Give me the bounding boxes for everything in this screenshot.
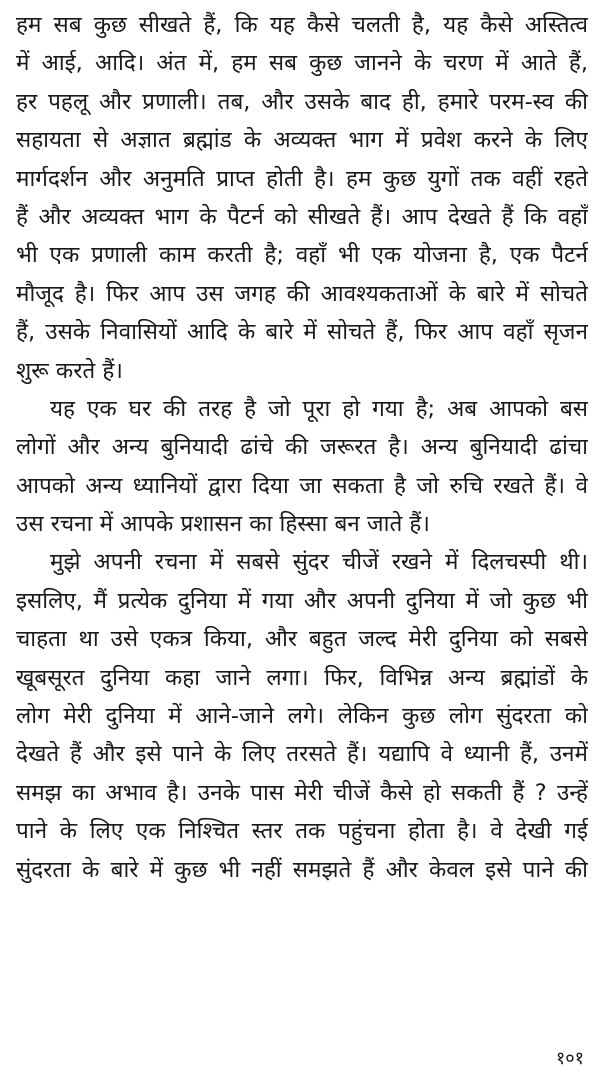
text-line: आपको अन्य ध्यानियों द्वारा दिया जा सकता है जो रुचि रखते हैं। वे [16,472,588,499]
page-number: १०१ [555,1048,584,1069]
paragraph-3 [16,543,588,889]
text-line: मौजूद है। फिर आप उस जगह की आवश्यकताओं के बारे में सोचते [16,280,588,307]
paragraph-1 [16,6,588,390]
text-line: हर पहलू और प्रणाली। तब, और उसके बाद ही, हमारे परम-स्व की [16,88,588,115]
text-line: लोगों और अन्य बुनियादी ढांचे की जरूरत है। अन्य बुनियादी ढांचा [16,434,588,461]
body-text [16,6,588,889]
text-line: उस रचना में आपके प्रशासन का हिस्सा बन जाते हैं। [16,511,430,538]
text-line: इसलिए, मैं प्रत्येक दुनिया में गया और अपनी दुनिया में जो कुछ भी [16,587,588,614]
text-line: देखते हैं और इसे पाने के लिए तरसते हैं। यद्यापि वे ध्यानी हैं, उनमें [16,741,588,768]
text-line: समझ का अभाव है। उनके पास मेरी चीजें कैसे हो सकती हैं ? उन्हें [16,779,588,806]
text-line: हैं और अव्यक्त भाग के पैटर्न को सीखते हैं। आप देखते हैं कि वहाँ [16,203,588,230]
text-line: मार्गदर्शन और अनुमति प्राप्त होती है। हम कुछ युगों तक वहीं रहते [16,165,588,192]
text-line: सहायता से अज्ञात ब्रह्मांड के अव्यक्त भाग में प्रवेश करने के लिए [16,127,588,154]
text-line: शुरू करते हैं। [16,357,123,384]
text-line: पाने के लिए एक निश्चित स्तर तक पहुंचना होता है। वे देखी गई [16,818,588,845]
text-line: सुंदरता के बारे में कुछ भी नहीं समझते हैं और केवल इसे पाने की [16,856,588,883]
text-line: यह एक घर की तरह है जो पूरा हो गया है; अब आपको बस [50,395,588,422]
text-line: मुझे अपनी रचना में सबसे सुंदर चीजें रखने में दिलचस्पी थी। [50,549,588,576]
text-line: में आई, आदि। अंत में, हम सब कुछ जानने के चरण में आते हैं, [16,50,588,77]
text-line: हैं, उसके निवासियों आदि के बारे में सोचते हैं, फिर आप वहाँ सृजन [16,319,588,346]
text-line: लोग मेरी दुनिया में आने-जाने लगे। लेकिन कुछ लोग सुंदरता को [16,703,588,730]
text-line: चाहता था उसे एकत्र किया, और बहुत जल्द मेरी दुनिया को सबसे [16,626,588,653]
text-line: हम सब कुछ सीखते हैं, कि यह कैसे चलती है, यह कैसे अस्तित्व [16,12,588,38]
text-line: भी एक प्रणाली काम करती है; वहाँ भी एक योजना है, एक पैटर्न [16,242,588,269]
text-line: खूबसूरत दुनिया कहा जाने लगा। फिर, विभिन्न अन्य ब्रह्मांडों के [16,664,588,691]
paragraph-2 [16,390,588,544]
